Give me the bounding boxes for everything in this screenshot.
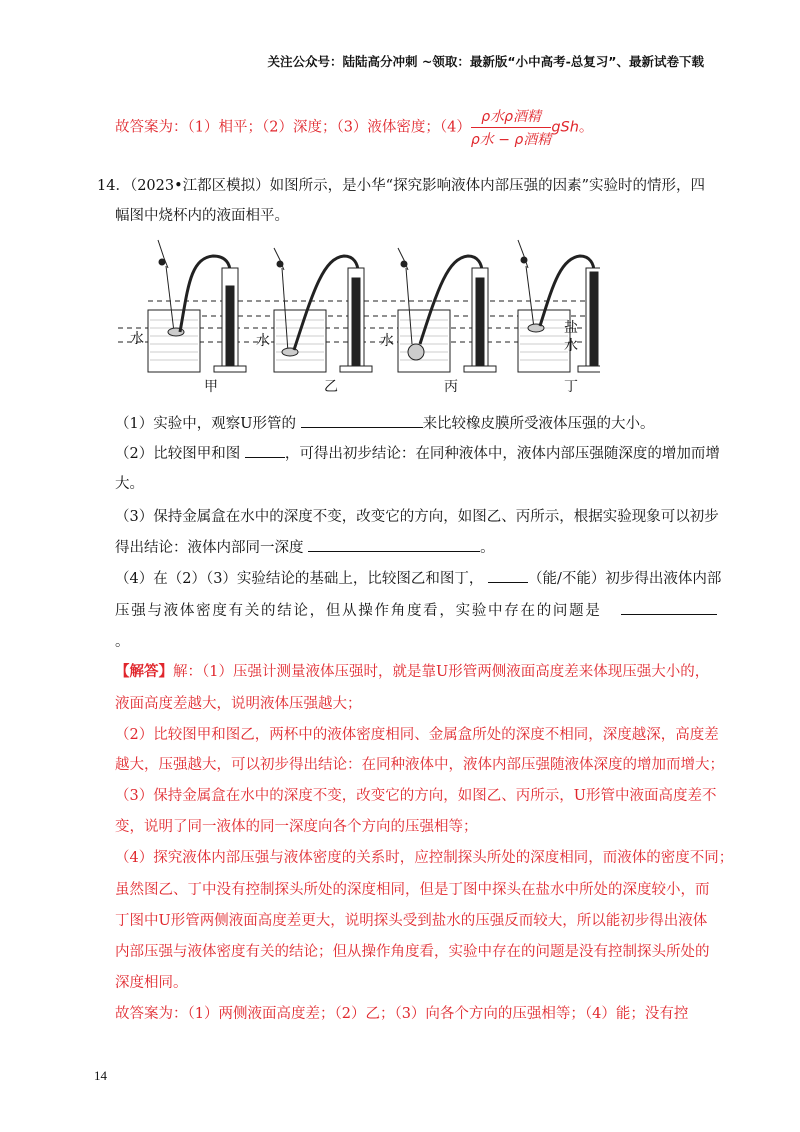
solution-line-4: （3）保持金属盒在水中的深度不变，改变它的方向，如图乙、丙所示，U形管中液面高度差不	[115, 788, 717, 804]
page-number: 14	[94, 1068, 107, 1083]
solution-line-7: 虽然图乙、丁中没有控制探头所处的深度相同，但是丁图中探头在盐水中所处的深度较小，而	[115, 882, 710, 898]
apparatus-bing	[398, 248, 496, 372]
previous-answer-text: 故答案为：（1）相平；（2）深度；（3）液体密度；（4）	[115, 119, 471, 136]
sub-question-1: （1）实验中，观察U形管的 来比较橡皮膜所受液体压强的大小。	[115, 412, 655, 433]
sub-question-2: （2）比较图甲和图 ，可得出初步结论：在同种液体中，液体内部压强随深度的增加而增	[115, 442, 720, 463]
final-answer: 故答案为：（1）两侧液面高度差；（2）乙；（3）向各个方向的压强相等；（4）能；没有控	[115, 1006, 689, 1022]
page-header: 关注公众号：陆陆高分冲刺 ~领取：最新版“小中高考-总复习”、最新试卷下载	[267, 54, 704, 69]
caption-bing: 丙	[444, 379, 458, 395]
solution-line-1: 液面高度差越大，说明液体压强越大；	[115, 696, 362, 712]
fraction-denominator: ρ水 − ρ酒精	[470, 132, 552, 148]
solution-line-10: 深度相同。	[115, 975, 188, 991]
solution-tag: 【解答】	[115, 663, 173, 680]
apparatus-ding	[518, 240, 600, 372]
question-number: 14．	[97, 178, 130, 194]
answer-blank-3[interactable]	[308, 537, 480, 552]
answer-blank-1[interactable]	[301, 413, 423, 428]
apparatus-jia	[148, 240, 246, 372]
solution-line-8: 丁图中U形管两侧液面高度差更大，说明探头受到盐水的压强反而较大，所以能初步得出液体	[115, 913, 708, 929]
solution-line-3: 越大，压强越大，可以初步得出结论：在同种液体中，液体内部压强随液体深度的增加而增大；	[115, 757, 724, 773]
apparatus-yi	[274, 248, 372, 372]
solution-line-5: 变，说明了同一液体的同一深度向各个方向的压强相等；	[115, 819, 478, 835]
formula-end: 。	[578, 119, 594, 136]
question-stem-line1: 14．（2023•江都区模拟）如图所示，是小华“探究影响液体内部压强的因素”实验时的情形，四	[97, 178, 705, 194]
sub-question-4-cont	[115, 599, 717, 620]
answer-blank-4b[interactable]	[621, 600, 717, 615]
question-stem-line2: 幅图中烧杯内的液面相平。	[115, 208, 289, 224]
formula-suffix: gSh	[551, 119, 579, 136]
fraction-numerator: ρ水ρ酒精	[471, 106, 551, 128]
sub-question-4-end: 。	[115, 634, 130, 650]
solution-line-9: 内部压强与液体密度有关的结论；但从操作角度看，实验中存在的问题是没有控制探头所处的	[115, 944, 710, 960]
experiment-figure	[118, 228, 600, 398]
solution-line-0: 【解答】解：（1）压强计测量液体压强时，就是靠U形管两侧液面高度差来体现压强大小的，	[115, 663, 710, 680]
caption-ding: 丁	[564, 379, 578, 395]
solution-line-2: （2）比较图甲和图乙，两杯中的液体密度相同、金属盒所处的深度不相同，深度越深，高度差	[115, 727, 719, 743]
answer-fraction	[471, 106, 551, 149]
sub-question-3-cont: 得出结论：液体内部同一深度 。	[115, 536, 495, 557]
solution-line-6: （4）探究液体内部压强与液体密度的关系时，应控制探头所处的深度相同，而液体的密度不同；	[115, 850, 734, 866]
previous-answer	[115, 106, 593, 149]
caption-yi: 乙	[324, 379, 338, 395]
label-water-jia: 水	[130, 331, 144, 347]
sub-question-4: （4）在（2）（3）实验结论的基础上，比较图乙和图丁， （能/不能）初步得出液体内部	[115, 567, 721, 588]
label-salt: 盐	[564, 320, 578, 336]
label-salt-water: 水	[564, 338, 578, 354]
sub-question-2-cont: 大。	[115, 476, 144, 492]
label-water-yi: 水	[256, 333, 270, 349]
sub-question-3: （3）保持金属盒在水中的深度不变，改变它的方向，如图乙、丙所示，根据实验现象可以初步	[115, 509, 719, 525]
justified-text: 压 强 与 液 体 密 度 有 关 的 结 论 ， 但 从 操 作 角 度 看 ， 实 验 中 存 在 的 问 题 是	[115, 603, 600, 619]
answer-blank-4a[interactable]	[488, 568, 528, 583]
answer-blank-2[interactable]	[245, 443, 285, 458]
label-water-bing: 水	[380, 333, 394, 349]
caption-jia: 甲	[204, 379, 218, 395]
